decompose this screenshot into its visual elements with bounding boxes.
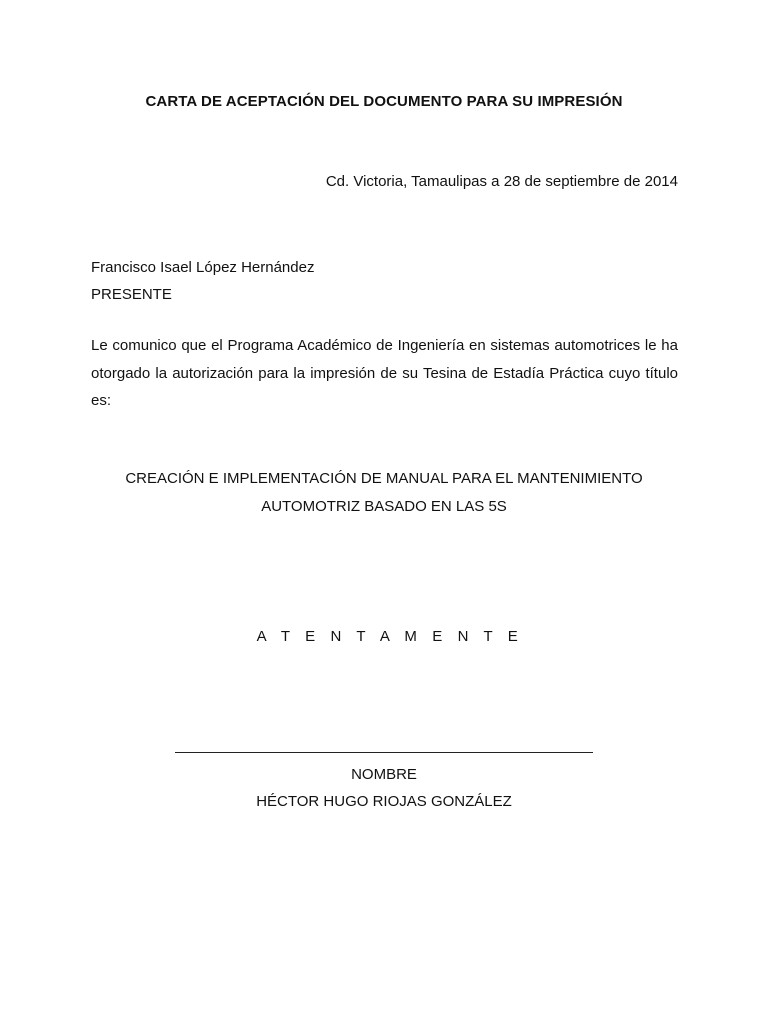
signature-label: NOMBRE: [351, 766, 417, 783]
signatory-name: HÉCTOR HUGO RIOJAS GONZÁLEZ: [256, 793, 512, 810]
thesis-title: [100, 465, 668, 520]
signature-line: [175, 752, 593, 753]
recipient-block: [91, 254, 314, 308]
recipient-salutation: PRESENTE: [91, 286, 172, 303]
signature-block: [0, 761, 768, 815]
closing-greeting: A T E N T A M E N T E: [256, 628, 524, 645]
thesis-title-line-2: AUTOMOTRIZ BASADO EN LAS 5S: [261, 497, 507, 515]
letter-title: CARTA DE ACEPTACIÓN DEL DOCUMENTO PARA SU IMPRESIÓN: [145, 93, 623, 110]
recipient-name: Francisco Isael López Hernández: [91, 259, 315, 276]
body-paragraph: Le comunico que el Programa Académico de Ingeniería en sistemas automotrices le ha otorgado la autorización para la impresión de su Tesina de Estadía Práctica cuyo título es:: [91, 337, 678, 409]
thesis-title-line-1: CREACIÓN E IMPLEMENTACIÓN DE MANUAL PARA EL MANTENIMIENTO: [125, 470, 643, 487]
place-and-date: Cd. Victoria, Tamaulipas a 28 de septiembre de 2014: [325, 173, 678, 190]
